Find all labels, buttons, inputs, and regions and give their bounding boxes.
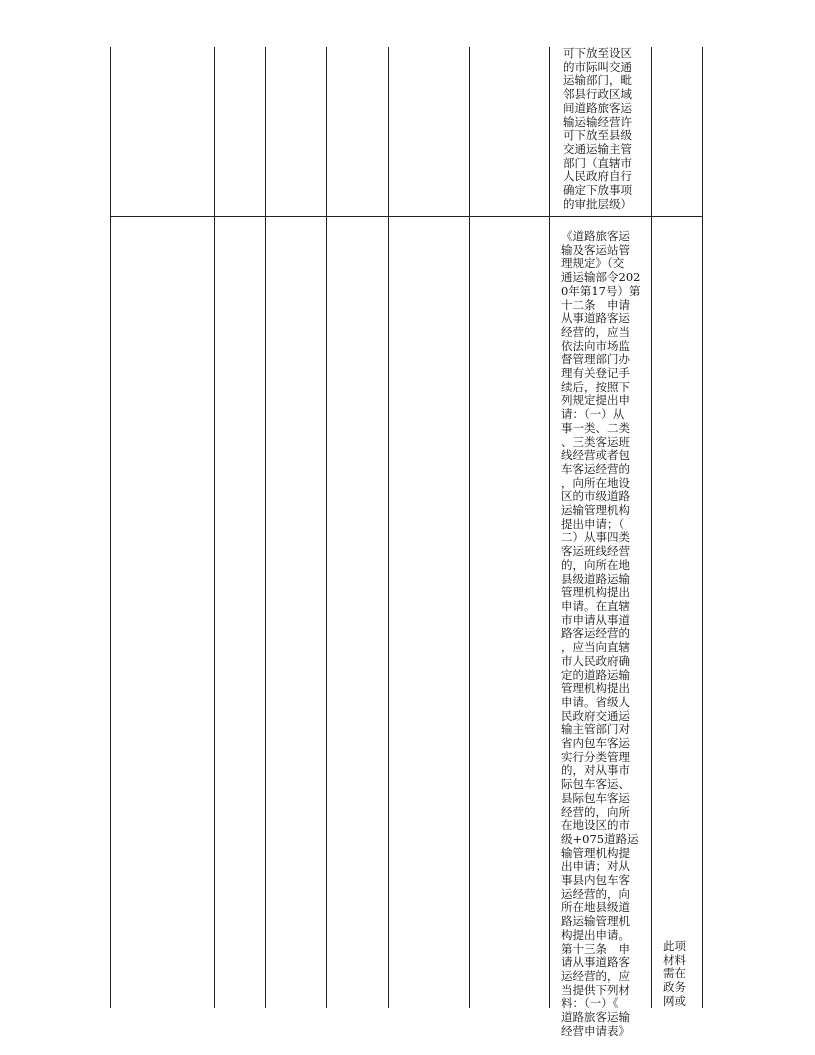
column-border [469, 47, 470, 1008]
table-cell-legal-basis: 可下放至设区 的市际叫交通 运输部门，毗 邻县行政区域 间道路旅客运 输运输经营许 可下放至县级 交通运输主管 部门（直辖市 人民政府自行 确定下放事项 的审批层级） [563, 46, 632, 211]
column-border [214, 47, 215, 1008]
column-border [110, 47, 111, 1008]
column-border [265, 47, 266, 1008]
column-border [702, 47, 703, 1008]
row-border [110, 216, 703, 217]
column-border [651, 47, 652, 1008]
column-border [549, 47, 550, 1008]
table-cell-remarks: 此项 材料 需在 政务 网或 [663, 939, 686, 1008]
column-border [326, 47, 327, 1008]
column-border [388, 47, 389, 1008]
table-cell-legal-basis: 《道路旅客运 输及客运站管 理规定》（交 通运输部令202 0年第17号）第 十二条 申请 从事道路客运 经营的，应当 依法向市场监 督管理部门办 理有关登记手 续后，按照下 列规定提出申 请：（一）从 事一类、二类 、三类客运班 线经营或者包 车客运经营的 ，向所在地设 区的市级道路 运输管理机构 提出申请；（ 二）从事四类 客运班线经营 的，向所在地 县级道路运输 管理机构提出 申请。在直辖 市申请从事道 路客运经营的 ，应当向直辖 市人民政府确 定的道路运输 管理机构提出 申请。省级人 民政府交通运 输主管部门对 省内包车客运 实行分类管理 的，对从事市 际包车客运、 县际包车客运 经营的，向所 在地设区的市 级+075道路运 输管理机构提 出申请；对从 事县内包车客 运经营的，向 所在地县级道 路运输管理机 构提出申请。 第十三条 申 请从事道路客 运经营的，应 当提供下列材 料：（一）《 道路旅客运输 经营申请表》 [561, 229, 641, 1038]
